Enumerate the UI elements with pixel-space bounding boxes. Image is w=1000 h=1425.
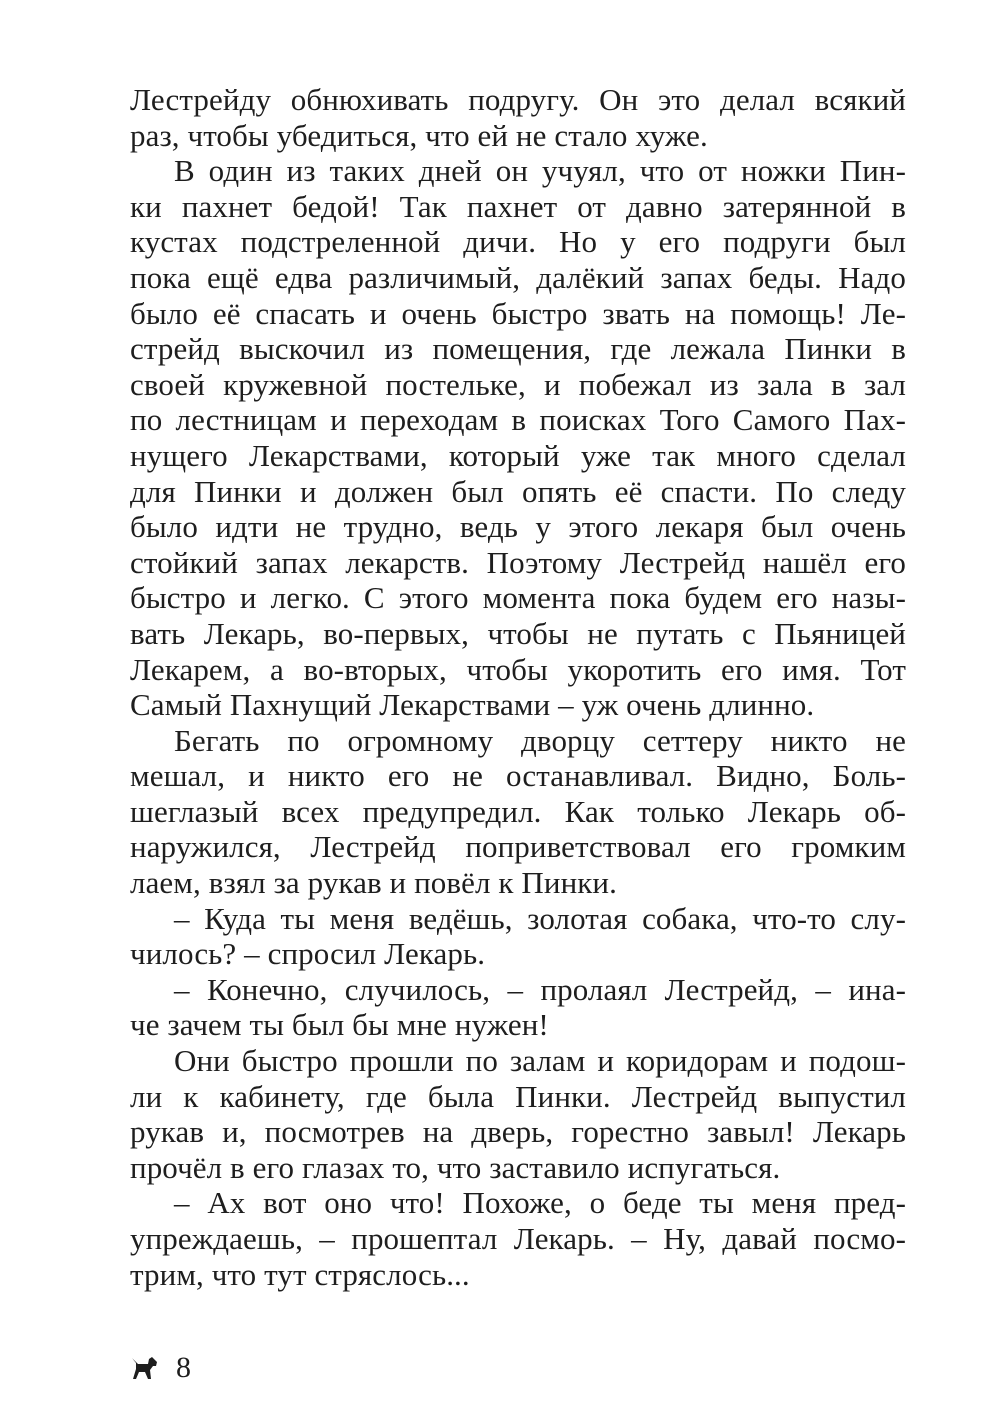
text-line: рукав и, посмотрев на дверь, горестно завыл! Лекарь xyxy=(130,1114,906,1150)
text-line: для Пинки и должен был опять её спасти. По следу xyxy=(130,473,906,509)
text-line: раз, чтобы убедиться, что ей не стало хуже. xyxy=(130,117,708,153)
text-line: было идти не трудно, ведь у этого лекаря был очень xyxy=(130,509,906,545)
text-line: нущего Лекарствами, который уже так много сделал xyxy=(130,437,906,473)
text-line: прочёл в его глазах то, что заставило испугаться. xyxy=(130,1149,781,1185)
text-line: че зачем ты был бы мне нужен! xyxy=(130,1007,549,1043)
text-line: – Конечно, случилось, – пролаял Лестрейд, – ина- xyxy=(174,971,906,1007)
text-line: – Ах вот оно что! Похоже, о беде ты меня пред- xyxy=(174,1185,906,1221)
page-footer xyxy=(130,1348,191,1388)
text-line: стойкий запах лекарств. Поэтому Лестрейд нашёл его xyxy=(130,544,906,580)
text-line: ли к кабинету, где была Пинки. Лестрейд выпустил xyxy=(130,1078,906,1114)
text-line: своей кружевной постельке, и побежал из зала в зал xyxy=(130,366,906,402)
text-line: – Куда ты меня ведёшь, золотая собака, что-то слу- xyxy=(174,900,906,936)
text-line: наружился, Лестрейд поприветствовал его громким xyxy=(130,829,906,865)
text-line: быстро и легко. С этого момента пока будем его назы- xyxy=(130,580,906,616)
text-line: упреждаешь, – прошептал Лекарь. – Ну, давай посмо- xyxy=(130,1221,906,1256)
dog-icon xyxy=(130,1354,158,1382)
text-line: Бегать по огромному дворцу сеттеру никто не xyxy=(174,722,906,758)
text-line: чилось? – спросил Лекарь. xyxy=(130,936,486,972)
text-line: было её спасать и очень быстро звать на помощь! Ле- xyxy=(130,295,906,331)
text-line: Самый Пахнущий Лекарствами – уж очень длинно. xyxy=(130,687,815,723)
text-line: Лестрейду обнюхивать подругу. Он это делал всякий xyxy=(130,82,906,117)
text-line: по лестницам и переходам в поисках Того Самого Пах- xyxy=(130,402,906,438)
text-line: мешал, и никто его не останавливал. Видно, Боль- xyxy=(130,758,906,794)
text-line: лаем, взял за рукав и повёл к Пинки. xyxy=(130,865,617,901)
text-line: шеглазый всех предупредил. Как только Лекарь об- xyxy=(130,793,906,829)
text-line: стрейд выскочил из помещения, где лежала Пинки в xyxy=(130,331,906,367)
text-line: кустах подстреленной дичи. Но у его подруги был xyxy=(130,224,906,260)
text-line: В один из таких дней он учуял, что от ножки Пин- xyxy=(174,153,906,189)
text-line: Они быстро прошли по залам и коридорам и подош- xyxy=(174,1043,906,1079)
story-text xyxy=(130,82,906,1292)
text-line: пока ещё едва различимый, далёкий запах беды. Надо xyxy=(130,259,906,295)
text-line: трим, что тут стряслось... xyxy=(130,1256,470,1292)
text-line: Лекарем, а во-вторых, чтобы укоротить его имя. Тот xyxy=(130,651,906,687)
text-line: ки пахнет бедой! Так пахнет от давно затерянной в xyxy=(130,188,906,224)
page-number: 8 xyxy=(176,1351,191,1384)
text-line: вать Лекарь, во-первых, чтобы не путать с Пьяницей xyxy=(130,615,906,651)
